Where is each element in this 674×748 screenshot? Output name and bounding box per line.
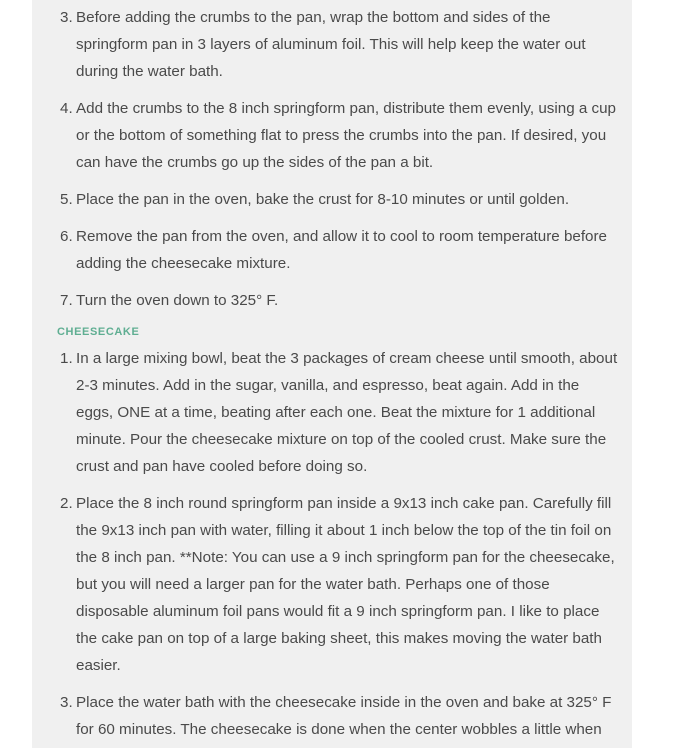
list-item xyxy=(32,223,632,277)
list-item xyxy=(32,95,632,176)
step-number: 1. xyxy=(60,350,73,367)
step-number: 3. xyxy=(60,9,73,26)
step-number: 4. xyxy=(60,100,73,117)
list-item xyxy=(32,287,632,314)
step-number: 5. xyxy=(60,191,73,208)
step-text: Turn the oven down to 325° F. xyxy=(76,292,279,309)
step-text: Remove the pan from the oven, and allow it to cool to room temperature before adding the cheesecake mixture. xyxy=(76,228,608,272)
step-text: Place the 8 inch round springform pan inside a 9x13 inch cake pan. Carefully fill the 9x13 inch pan with water, filling it about 1 inch below the top of the tin foil on the 8 inch pan. **Note: You can use a 9 inch springform pan for the cheesecake, but you will need a larger pan for the water bath. Perhaps one of those disposable aluminum foil pans would fit a 9 inch springform pan. I like to place the cake pan on top of a large baking sheet, this makes moving the water bath easier. xyxy=(76,495,615,674)
cheesecake-steps-list xyxy=(32,345,632,743)
step-number: 6. xyxy=(60,228,73,245)
cheesecake-section-heading: CHEESECAKE xyxy=(57,326,140,338)
list-item xyxy=(32,345,632,480)
recipe-instructions-card xyxy=(32,0,632,748)
step-number: 7. xyxy=(60,292,73,309)
step-text: Place the water bath with the cheesecake inside in the oven and bake at 325° F for 60 minutes. The cheesecake is done when the center wobbles a little when xyxy=(76,694,612,738)
step-number: 2. xyxy=(60,495,73,512)
list-item xyxy=(32,490,632,679)
step-number: 3. xyxy=(60,694,73,711)
step-text: Add the crumbs to the 8 inch springform pan, distribute them evenly, using a cup or the bottom of something flat to press the crumbs into the pan. If desired, you can have the crumbs go up the sides of the pan a bit. xyxy=(76,100,617,171)
step-text: Before adding the crumbs to the pan, wrap the bottom and sides of the springform pan in 3 layers of aluminum foil. This will help keep the water out during the water bath. xyxy=(76,9,586,80)
list-item xyxy=(32,4,632,85)
list-item xyxy=(32,689,632,743)
list-item xyxy=(32,186,632,213)
crust-steps-list xyxy=(32,4,632,314)
step-text: Place the pan in the oven, bake the crust for 8-10 minutes or until golden. xyxy=(76,191,570,208)
step-text: In a large mixing bowl, beat the 3 packages of cream cheese until smooth, about 2-3 minutes. Add in the sugar, vanilla, and espresso, beat again. Add in the eggs, ONE at a time, beating after each one. Beat the mixture for 1 additional minute. Pour the cheesecake mixture on top of the cooled crust. Make sure the crust and pan have cooled before doing so. xyxy=(76,350,618,475)
